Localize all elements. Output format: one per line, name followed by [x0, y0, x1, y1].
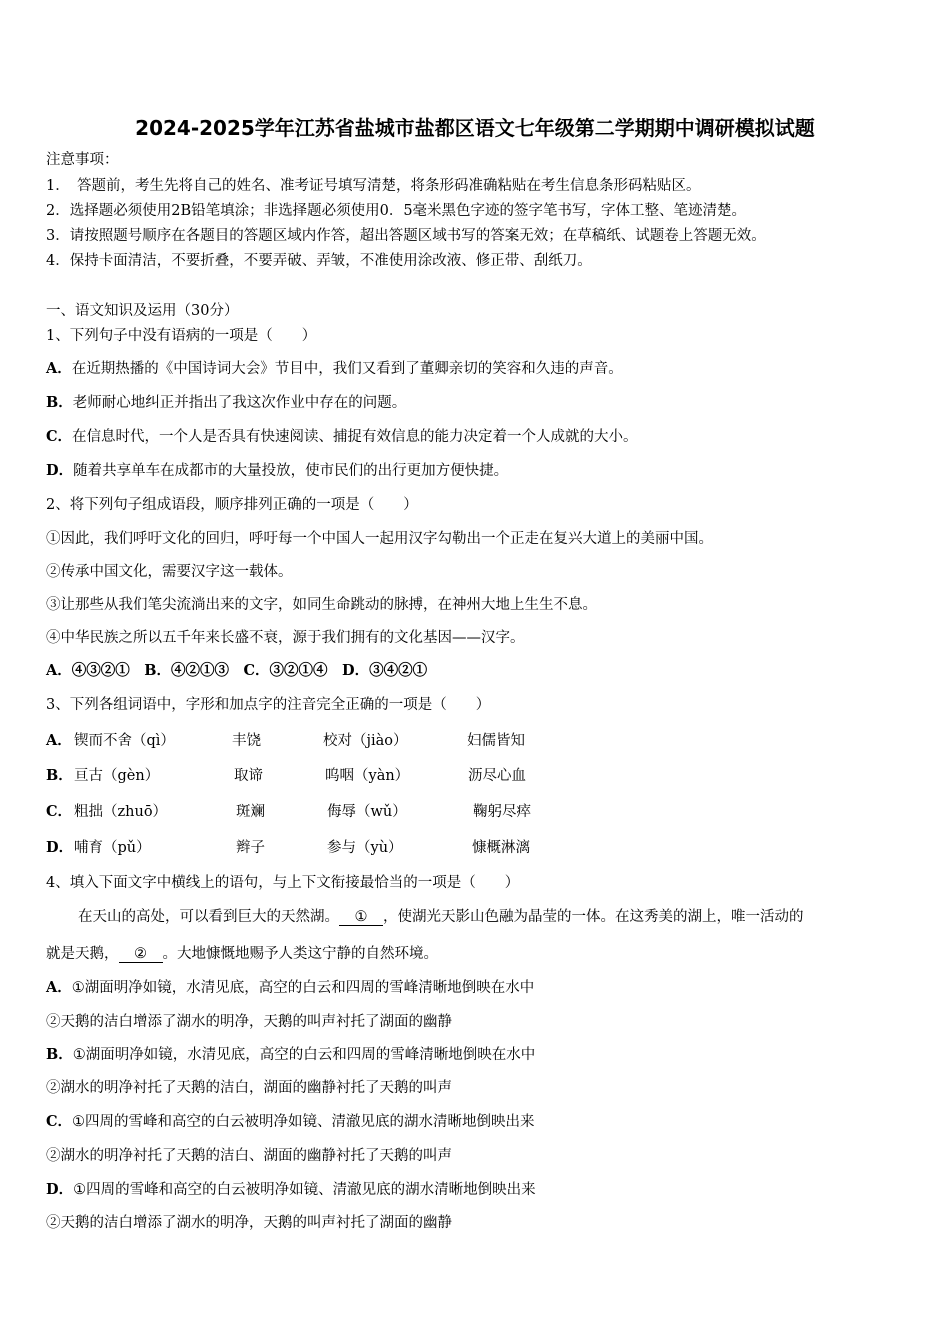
word-cell: 呜咽（yàn）	[325, 768, 410, 784]
option-text: ①湖面明净如镜，水清见底，高空的白云和四周的雪峰清晰地倒映在水中	[71, 980, 535, 996]
q1-option-d	[46, 461, 508, 481]
notice-item: 3．请按照题号顺序在各题目的答题区域内作答，超出答题区域书写的答案无效；在草稿纸、试题卷上答题无效。	[46, 228, 766, 244]
q2-sentence: ④中华民族之所以五千年来长盛不衰，源于我们拥有的文化基因——汉字。	[46, 630, 525, 646]
passage-text: 就是天鹅，	[46, 946, 119, 962]
q2-sentence: ②传承中国文化，需要汉字这一载体。	[46, 564, 293, 580]
q1-option-b	[46, 393, 406, 413]
q4-option-d-line2: ②天鹅的洁白增添了湖水的明净，天鹅的叫声衬托了湖面的幽静	[46, 1215, 452, 1231]
passage-text: 在天山的高处，可以看到巨大的天然湖。	[78, 909, 339, 925]
passage-text: ，使湖光天影山色融为晶莹的一体。在这秀美的湖上，唯一活动的	[383, 909, 804, 925]
option-letter: D．	[46, 839, 74, 856]
option-letter: B．	[46, 767, 73, 784]
option-letter: D．	[46, 462, 74, 479]
word-cell: 慷概淋漓	[472, 840, 530, 856]
option-text: 老师耐心地纠正并指出了我这次作业中存在的问题。	[72, 395, 407, 411]
option-letter: D．	[46, 1181, 74, 1198]
option-letter: B．	[46, 394, 73, 411]
blank-1: ①	[339, 909, 383, 926]
word-cell: 哺育（pǔ）	[74, 840, 151, 856]
page-title: 2024-2025学年江苏省盐城市盐都区语文七年级第二学期期中调研模拟试题	[135, 116, 815, 140]
question-3-stem: 3、下列各组词语中，字形和加点字的注音完全正确的一项是（ ）	[46, 697, 491, 713]
q4-option-b-line2: ②湖水的明净衬托了天鹅的洁白，湖面的幽静衬托了天鹅的叫声	[46, 1080, 452, 1096]
option-letter: C．	[46, 1113, 73, 1130]
q1-option-c	[46, 427, 638, 447]
q4-option-a	[46, 978, 534, 998]
option-text: 随着共享单车在成都市的大量投放，使市民们的出行更加方便快捷。	[73, 463, 509, 479]
q4-option-b	[46, 1045, 535, 1065]
blank-2: ②	[119, 946, 163, 963]
word-cell: 取谛	[234, 768, 263, 784]
word-cell: 斑斓	[236, 804, 265, 820]
word-cell: 沥尽心血	[468, 768, 526, 784]
word-cell: 校对（jiào）	[323, 733, 408, 749]
option-letter: C．	[46, 803, 73, 820]
section-heading: 一、语文知识及运用（30分）	[46, 303, 239, 319]
q2-sentence: ③让那些从我们笔尖流淌出来的文字，如同生命跳动的脉搏，在神州大地上生生不息。	[46, 597, 597, 613]
q4-option-a-line2: ②天鹅的洁白增添了湖水的明净，天鹅的叫声衬托了湖面的幽静	[46, 1014, 452, 1030]
notice-item: 4．保持卡面清洁，不要折叠，不要弄破、弄皱，不准使用涂改液、修正带、刮纸刀。	[46, 253, 592, 269]
word-cell: 妇儒皆知	[467, 733, 525, 749]
option-letter: B．	[46, 1046, 73, 1063]
option-text: 在信息时代，一个人是否具有快速阅读、捕捉有效信息的能力决定着一个人成就的大小。	[72, 429, 638, 445]
word-cell: 侮辱（wǔ）	[327, 804, 407, 820]
option-letter: C．	[46, 428, 73, 445]
q4-passage-line	[46, 944, 438, 964]
notice-item: 1． 答题前，考生先将自己的姓名、准考证号填写清楚，将条形码准确粘贴在考生信息条形码粘贴区。	[46, 178, 701, 194]
question-2-stem: 2、将下列句子组成语段，顺序排列正确的一项是（ ）	[46, 497, 418, 513]
notice-item: 2．选择题必须使用2B铅笔填涂；非选择题必须使用0．5毫米黑色字迹的签字笔书写，字体工整、笔迹清楚。	[46, 203, 747, 219]
option-text: ①湖面明净如镜，水清见底，高空的白云和四周的雪峰清晰地倒映在水中	[72, 1047, 536, 1063]
notice-heading: 注意事项：	[46, 152, 119, 168]
q2-sentence: ①因此，我们呼吁文化的回归，呼吁每一个中国人一起用汉字勾勒出一个正走在复兴大道上的美丽中国。	[46, 531, 713, 547]
option-letter: A．	[46, 979, 72, 996]
word-cell: 丰饶	[232, 733, 261, 749]
q4-option-c-line2: ②湖水的明净衬托了天鹅的洁白、湖面的幽静衬托了天鹅的叫声	[46, 1148, 452, 1164]
option-text: ①四周的雪峰和高空的白云被明净如镜、清澈见底的湖水清晰地倒映出来	[72, 1114, 535, 1130]
word-cell: 鞠躬尽瘁	[473, 804, 531, 820]
passage-text: 。大地慷慨地赐予人类这宁静的自然环境。	[162, 946, 438, 962]
q2-options: A．④③②① B．④②①③ C．③②①④ D．③④②①	[46, 662, 428, 679]
q1-option-a	[46, 359, 623, 379]
word-cell: 粗拙（zhuō）	[74, 804, 168, 820]
q4-option-c	[46, 1112, 535, 1132]
option-text: ①四周的雪峰和高空的白云被明净如镜、清澈见底的湖水清晰地倒映出来	[73, 1182, 536, 1198]
question-4-stem: 4、填入下面文字中横线上的语句，与上下文衔接最恰当的一项是（ ）	[46, 875, 520, 891]
option-letter: A．	[46, 732, 72, 749]
q4-option-d	[46, 1180, 536, 1200]
word-cell: 辫子	[236, 840, 265, 856]
word-cell: 锲而不舍（qì）	[74, 733, 175, 749]
q4-passage-line	[78, 907, 804, 927]
option-text: 在近期热播的《中国诗词大会》节目中，我们又看到了董卿亲切的笑容和久违的声音。	[71, 361, 623, 377]
option-letter: A．	[46, 360, 72, 377]
word-cell: 亘古（gèn）	[74, 768, 160, 784]
word-cell: 参与（yù）	[327, 840, 403, 856]
question-1-stem: 1、下列句子中没有语病的一项是（ ）	[46, 328, 317, 344]
